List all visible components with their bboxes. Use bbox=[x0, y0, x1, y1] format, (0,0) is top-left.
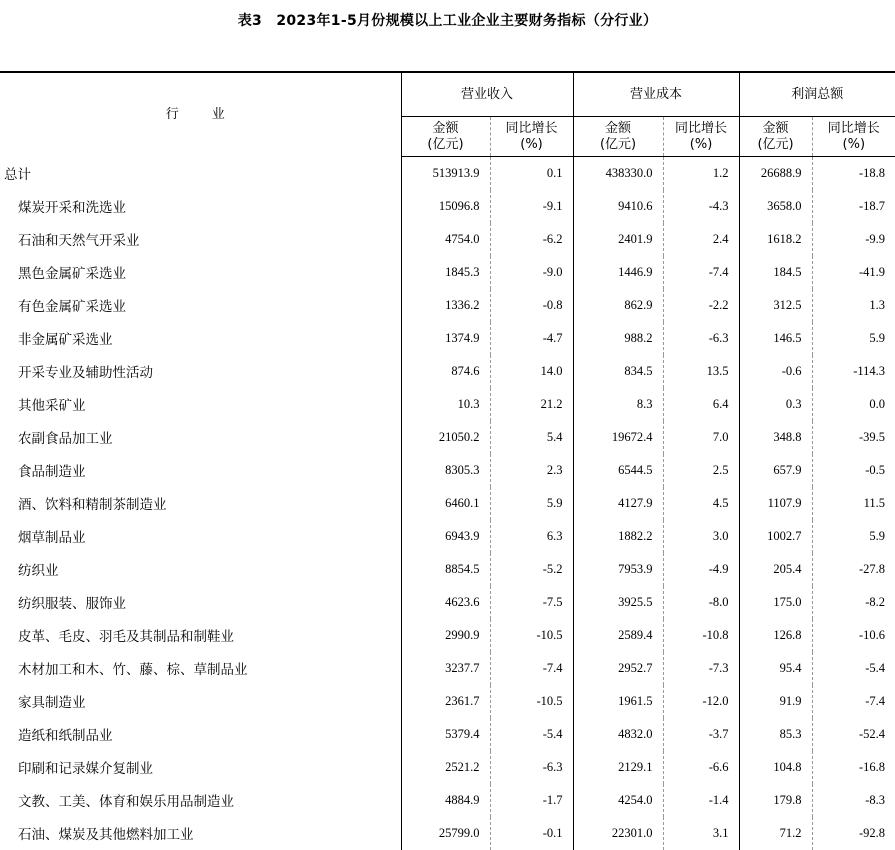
cost-amount-cell: 4254.0 bbox=[573, 784, 663, 817]
profit-amount-cell: 85.3 bbox=[739, 718, 812, 751]
profit-amount-cell: 179.8 bbox=[739, 784, 812, 817]
revenue-growth-cell: 2.3 bbox=[490, 454, 573, 487]
revenue-growth-cell: -6.2 bbox=[490, 223, 573, 256]
cost-growth-cell: -1.4 bbox=[663, 784, 739, 817]
revenue-amount-header: 金额 (亿元) bbox=[401, 117, 490, 157]
revenue-amount-cell: 1374.9 bbox=[401, 322, 490, 355]
profit-amount-header: 金额 (亿元) bbox=[739, 117, 812, 157]
profit-header: 利润总额 bbox=[739, 72, 895, 117]
profit-growth-cell: -5.4 bbox=[812, 652, 895, 685]
table-row bbox=[0, 586, 895, 619]
cost-growth-header: 同比增长 (%) bbox=[663, 117, 739, 157]
revenue-growth-cell: -0.8 bbox=[490, 289, 573, 322]
revenue-growth-cell: 5.9 bbox=[490, 487, 573, 520]
profit-growth-cell: 1.3 bbox=[812, 289, 895, 322]
table-row bbox=[0, 553, 895, 586]
revenue-amount-cell: 4884.9 bbox=[401, 784, 490, 817]
profit-growth-cell: -18.8 bbox=[812, 157, 895, 190]
cost-amount-cell: 988.2 bbox=[573, 322, 663, 355]
cost-growth-cell: -6.6 bbox=[663, 751, 739, 784]
cost-amount-cell: 1882.2 bbox=[573, 520, 663, 553]
cost-growth-cell: 3.0 bbox=[663, 520, 739, 553]
cost-growth-cell: 7.0 bbox=[663, 421, 739, 454]
revenue-amount-cell: 25799.0 bbox=[401, 817, 490, 850]
cost-amount-cell: 4127.9 bbox=[573, 487, 663, 520]
cost-growth-cell: -12.0 bbox=[663, 685, 739, 718]
profit-amount-cell: 657.9 bbox=[739, 454, 812, 487]
industry-name-cell: 总计 bbox=[4, 167, 31, 183]
revenue-growth-cell: -7.4 bbox=[490, 652, 573, 685]
revenue-growth-cell: 6.3 bbox=[490, 520, 573, 553]
revenue-growth-cell: -5.4 bbox=[490, 718, 573, 751]
industry-name-cell: 食品制造业 bbox=[18, 464, 86, 480]
revenue-growth-header: 同比增长 (%) bbox=[490, 117, 573, 157]
table-row bbox=[0, 454, 895, 487]
revenue-amount-cell: 8305.3 bbox=[401, 454, 490, 487]
revenue-amount-cell: 2361.7 bbox=[401, 685, 490, 718]
table-row bbox=[0, 652, 895, 685]
revenue-growth-cell: -7.5 bbox=[490, 586, 573, 619]
industry-name-cell: 纺织服装、服饰业 bbox=[18, 596, 126, 612]
revenue-amount-cell: 5379.4 bbox=[401, 718, 490, 751]
cost-amount-header: 金额 (亿元) bbox=[573, 117, 663, 157]
table-row bbox=[0, 817, 895, 850]
revenue-growth-cell: -10.5 bbox=[490, 619, 573, 652]
profit-amount-cell: 312.5 bbox=[739, 289, 812, 322]
profit-amount-cell: 1002.7 bbox=[739, 520, 812, 553]
table-row bbox=[0, 355, 895, 388]
profit-growth-header: 同比增长 (%) bbox=[812, 117, 895, 157]
cost-growth-cell: -4.3 bbox=[663, 190, 739, 223]
revenue-header: 营业收入 bbox=[401, 72, 573, 117]
cost-amount-cell: 834.5 bbox=[573, 355, 663, 388]
industry-name-cell: 印刷和记录媒介复制业 bbox=[18, 761, 153, 777]
profit-amount-cell: 71.2 bbox=[739, 817, 812, 850]
industry-name-cell: 家具制造业 bbox=[18, 695, 86, 711]
cost-amount-cell: 9410.6 bbox=[573, 190, 663, 223]
revenue-growth-cell: 14.0 bbox=[490, 355, 573, 388]
table-row bbox=[0, 718, 895, 751]
profit-growth-cell: -92.8 bbox=[812, 817, 895, 850]
revenue-amount-cell: 2521.2 bbox=[401, 751, 490, 784]
table-row bbox=[0, 685, 895, 718]
revenue-amount-cell: 8854.5 bbox=[401, 553, 490, 586]
cost-growth-cell: 2.4 bbox=[663, 223, 739, 256]
profit-amount-cell: 146.5 bbox=[739, 322, 812, 355]
table-row bbox=[0, 751, 895, 784]
financial-indicators-table bbox=[0, 71, 895, 850]
profit-amount-cell: 184.5 bbox=[739, 256, 812, 289]
table-row bbox=[0, 421, 895, 454]
revenue-growth-cell: -1.7 bbox=[490, 784, 573, 817]
profit-growth-cell: -52.4 bbox=[812, 718, 895, 751]
table-row bbox=[0, 289, 895, 322]
revenue-amount-cell: 874.6 bbox=[401, 355, 490, 388]
revenue-growth-cell: -0.1 bbox=[490, 817, 573, 850]
table-row bbox=[0, 784, 895, 817]
profit-amount-cell: 205.4 bbox=[739, 553, 812, 586]
profit-growth-cell: -10.6 bbox=[812, 619, 895, 652]
revenue-growth-cell: -6.3 bbox=[490, 751, 573, 784]
table-body bbox=[0, 157, 895, 850]
revenue-amount-cell: 1845.3 bbox=[401, 256, 490, 289]
cost-amount-cell: 4832.0 bbox=[573, 718, 663, 751]
table-row bbox=[0, 322, 895, 355]
industry-name-cell: 皮革、毛皮、羽毛及其制品和制鞋业 bbox=[18, 629, 234, 645]
table-row bbox=[0, 190, 895, 223]
profit-growth-cell: 11.5 bbox=[812, 487, 895, 520]
revenue-amount-cell: 3237.7 bbox=[401, 652, 490, 685]
industry-name-cell: 酒、饮料和精制茶制造业 bbox=[18, 497, 167, 513]
industry-name-cell: 有色金属矿采选业 bbox=[18, 299, 126, 315]
industry-name-cell: 烟草制品业 bbox=[18, 530, 86, 546]
industry-name-cell: 纺织业 bbox=[18, 563, 59, 579]
industry-name-cell: 黑色金属矿采选业 bbox=[18, 266, 126, 282]
cost-growth-cell: 13.5 bbox=[663, 355, 739, 388]
table-row bbox=[0, 388, 895, 421]
profit-growth-cell: -114.3 bbox=[812, 355, 895, 388]
profit-amount-cell: 104.8 bbox=[739, 751, 812, 784]
cost-growth-cell: 6.4 bbox=[663, 388, 739, 421]
cost-amount-cell: 3925.5 bbox=[573, 586, 663, 619]
industry-name-cell: 石油、煤炭及其他燃料加工业 bbox=[18, 827, 194, 843]
revenue-growth-cell: 0.1 bbox=[490, 157, 573, 190]
profit-amount-cell: 91.9 bbox=[739, 685, 812, 718]
cost-amount-cell: 2129.1 bbox=[573, 751, 663, 784]
revenue-amount-cell: 6943.9 bbox=[401, 520, 490, 553]
profit-amount-cell: 348.8 bbox=[739, 421, 812, 454]
table-row bbox=[0, 157, 895, 190]
cost-growth-cell: 1.2 bbox=[663, 157, 739, 190]
profit-growth-cell: 5.9 bbox=[812, 520, 895, 553]
revenue-growth-cell: -4.7 bbox=[490, 322, 573, 355]
profit-growth-cell: -41.9 bbox=[812, 256, 895, 289]
cost-growth-cell: -7.3 bbox=[663, 652, 739, 685]
cost-growth-cell: -10.8 bbox=[663, 619, 739, 652]
revenue-amount-cell: 1336.2 bbox=[401, 289, 490, 322]
cost-amount-cell: 22301.0 bbox=[573, 817, 663, 850]
revenue-amount-cell: 4754.0 bbox=[401, 223, 490, 256]
revenue-growth-cell: 5.4 bbox=[490, 421, 573, 454]
cost-amount-cell: 7953.9 bbox=[573, 553, 663, 586]
cost-growth-cell: -7.4 bbox=[663, 256, 739, 289]
revenue-growth-cell: -10.5 bbox=[490, 685, 573, 718]
industry-name-cell: 其他采矿业 bbox=[18, 398, 86, 414]
table-title: 表3 2023年1-5月份规模以上工业企业主要财务指标（分行业） bbox=[237, 13, 658, 29]
profit-growth-cell: -16.8 bbox=[812, 751, 895, 784]
cost-amount-cell: 438330.0 bbox=[573, 157, 663, 190]
cost-growth-cell: -4.9 bbox=[663, 553, 739, 586]
profit-growth-cell: 5.9 bbox=[812, 322, 895, 355]
profit-amount-cell: 1618.2 bbox=[739, 223, 812, 256]
revenue-growth-cell: -9.0 bbox=[490, 256, 573, 289]
cost-amount-cell: 2401.9 bbox=[573, 223, 663, 256]
revenue-amount-cell: 2990.9 bbox=[401, 619, 490, 652]
revenue-amount-cell: 513913.9 bbox=[401, 157, 490, 190]
cost-growth-cell: 4.5 bbox=[663, 487, 739, 520]
industry-name-cell: 文教、工美、体育和娱乐用品制造业 bbox=[18, 794, 234, 810]
industry-name-cell: 煤炭开采和洗选业 bbox=[18, 200, 126, 216]
industry-name-cell: 非金属矿采选业 bbox=[18, 332, 113, 348]
table-row bbox=[0, 223, 895, 256]
cost-amount-cell: 1446.9 bbox=[573, 256, 663, 289]
industry-name-cell: 造纸和纸制品业 bbox=[18, 728, 113, 744]
revenue-growth-cell: -9.1 bbox=[490, 190, 573, 223]
profit-growth-cell: -27.8 bbox=[812, 553, 895, 586]
profit-amount-cell: 3658.0 bbox=[739, 190, 812, 223]
cost-amount-cell: 8.3 bbox=[573, 388, 663, 421]
profit-growth-cell: -18.7 bbox=[812, 190, 895, 223]
profit-growth-cell: -7.4 bbox=[812, 685, 895, 718]
cost-amount-cell: 6544.5 bbox=[573, 454, 663, 487]
profit-growth-cell: 0.0 bbox=[812, 388, 895, 421]
industry-name-cell: 开采专业及辅助性活动 bbox=[18, 365, 153, 381]
profit-amount-cell: 26688.9 bbox=[739, 157, 812, 190]
profit-amount-cell: 126.8 bbox=[739, 619, 812, 652]
profit-amount-cell: 175.0 bbox=[739, 586, 812, 619]
profit-growth-cell: -8.3 bbox=[812, 784, 895, 817]
profit-growth-cell: -0.5 bbox=[812, 454, 895, 487]
profit-growth-cell: -9.9 bbox=[812, 223, 895, 256]
revenue-amount-cell: 10.3 bbox=[401, 388, 490, 421]
table-row bbox=[0, 487, 895, 520]
industry-name-cell: 农副食品加工业 bbox=[18, 431, 113, 447]
table-row bbox=[0, 520, 895, 553]
table-row bbox=[0, 619, 895, 652]
cost-amount-cell: 1961.5 bbox=[573, 685, 663, 718]
industry-header: 行 业 bbox=[0, 72, 401, 157]
profit-growth-cell: -39.5 bbox=[812, 421, 895, 454]
cost-header: 营业成本 bbox=[573, 72, 739, 117]
profit-amount-cell: 95.4 bbox=[739, 652, 812, 685]
cost-growth-cell: 2.5 bbox=[663, 454, 739, 487]
revenue-growth-cell: 21.2 bbox=[490, 388, 573, 421]
cost-amount-cell: 2952.7 bbox=[573, 652, 663, 685]
revenue-amount-cell: 4623.6 bbox=[401, 586, 490, 619]
cost-amount-cell: 2589.4 bbox=[573, 619, 663, 652]
cost-amount-cell: 19672.4 bbox=[573, 421, 663, 454]
cost-growth-cell: -8.0 bbox=[663, 586, 739, 619]
cost-amount-cell: 862.9 bbox=[573, 289, 663, 322]
cost-growth-cell: 3.1 bbox=[663, 817, 739, 850]
profit-amount-cell: -0.6 bbox=[739, 355, 812, 388]
revenue-amount-cell: 21050.2 bbox=[401, 421, 490, 454]
profit-amount-cell: 1107.9 bbox=[739, 487, 812, 520]
industry-name-cell: 木材加工和木、竹、藤、棕、草制品业 bbox=[18, 662, 248, 678]
revenue-growth-cell: -5.2 bbox=[490, 553, 573, 586]
profit-amount-cell: 0.3 bbox=[739, 388, 812, 421]
cost-growth-cell: -3.7 bbox=[663, 718, 739, 751]
cost-growth-cell: -2.2 bbox=[663, 289, 739, 322]
profit-growth-cell: -8.2 bbox=[812, 586, 895, 619]
industry-name-cell: 石油和天然气开采业 bbox=[18, 233, 140, 249]
cost-growth-cell: -6.3 bbox=[663, 322, 739, 355]
revenue-amount-cell: 15096.8 bbox=[401, 190, 490, 223]
revenue-amount-cell: 6460.1 bbox=[401, 487, 490, 520]
table-row bbox=[0, 256, 895, 289]
